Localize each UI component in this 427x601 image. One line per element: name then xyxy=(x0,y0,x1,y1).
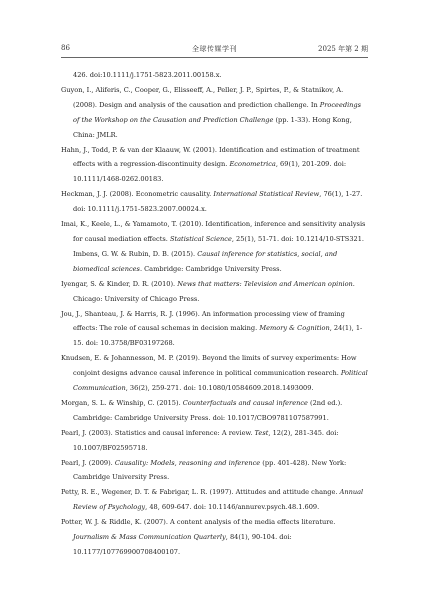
reference-text: , 36(2), 259-271. doi: 10.1080/10584609.2018.1493009. xyxy=(125,384,314,393)
running-header xyxy=(61,44,368,58)
reference-text: , 48, 609-647. doi: 10.1146/annurev.psych.48.1.609. xyxy=(145,503,320,512)
reference-title-italic: Memory & Cognition xyxy=(259,324,330,333)
page-number: 86 xyxy=(61,44,70,52)
reference-text: Potter, W. J. & Riddle, K. (2007). A content analysis of the media effects literature. xyxy=(61,518,336,527)
reference-text: Pearl, J. (2003). Statistics and causal inference: A review. xyxy=(61,428,255,437)
reference-text: , 76(1), 1-27. doi: 10.1111/j.1751-5823.2007.00024.x. xyxy=(73,190,363,214)
reference-entry xyxy=(61,68,368,83)
reference-text: , 12(2), 281-345. doi: 10.1007/BF02595718. xyxy=(73,428,339,452)
header-rule xyxy=(61,57,368,58)
reference-text: (pp. 401-428). New York: Cambridge University Press. xyxy=(73,458,347,482)
reference-entry xyxy=(61,277,368,307)
reference-text: Heckman, J. J. (2008). Econometric causality. xyxy=(61,190,214,199)
reference-entry xyxy=(61,396,368,426)
reference-title-italic: Proceedings of the Workshop on the Causation and Prediction Challenge xyxy=(73,100,362,124)
reference-entry xyxy=(61,515,368,560)
reference-text: , 84(1), 90-104. doi: 10.1177/107769900708400107. xyxy=(73,533,292,556)
reference-text: Guyon, I., Aliferis, C., Cooper, G., Elisseeff, A., Peller, J. P., Spirtes, P., & Statnikov, A. (2008). Design and analysis of the causation and prediction challenge. In xyxy=(61,85,344,109)
reference-text: Petty, R. E., Wegener, D. T. & Fabrigar, L. R. (1997). Attitudes and attitude change. xyxy=(61,488,340,497)
reference-title-italic: Statistical Science xyxy=(169,234,232,243)
reference-title-italic: Journalism & Mass Communication Quarterly xyxy=(73,533,226,542)
reference-title-italic: News that matters: Television and American opinion xyxy=(177,279,353,288)
reference-text: , 24(1), 1-15. doi: 10.3758/BF03197268. xyxy=(73,324,363,348)
reference-text: Iyengar, S. & Kinder, D. R. (2010). xyxy=(61,279,178,288)
reference-list xyxy=(61,68,368,560)
reference-entry xyxy=(61,307,368,352)
reference-entry xyxy=(61,456,368,486)
reference-text: Imai, K., Keele, L., & Yamamoto, T. (2010). Identification, inference and sensitivity analysis for causal mediation effects. xyxy=(61,220,366,243)
reference-title-italic: International Statistical Review xyxy=(213,190,320,199)
reference-title-italic: Annual Review of Psychology xyxy=(73,488,364,512)
reference-text: , 25(1), 51-71. doi: 10.1214/10-STS321. Imbens, G. W. & Rubin, D. B. (2015). xyxy=(73,234,364,258)
reference-text: Hahn, J., Todd, P. & van der Klaauw, W. (2001). Identification and estimation of treatment effects with a regression-discontinuity design. xyxy=(61,145,360,169)
reference-entry xyxy=(61,143,368,188)
reference-text: . Chicago: University of Chicago Press. xyxy=(73,279,355,303)
reference-text: Jou, J., Shanteau, J. & Harris, R. J. (1996). An information processing view of framing effects: The role of causal schemas in decision making. xyxy=(61,309,345,333)
reference-title-italic: Counterfactuals and causal inference xyxy=(182,398,308,407)
reference-title-italic: Causal inference for statistics, social, and biomedical sciences xyxy=(73,249,338,273)
reference-text: , 69(1), 201-209. doi: 10.1111/1468-0262.00183. xyxy=(73,160,347,184)
reference-text: Pearl, J. (2009). xyxy=(61,458,115,467)
reference-entry xyxy=(61,485,368,515)
reference-title-italic: Causality: Models, reasoning and inference xyxy=(114,458,261,467)
reference-text: (2nd ed.). Cambridge: Cambridge University Press. doi: 10.1017/CBO9781107587991. xyxy=(73,398,343,422)
issue-label: 2025 年第 2 期 xyxy=(318,45,368,53)
reference-entry xyxy=(61,187,368,217)
reference-text: Knudsen, E. & Johannesson, M. P. (2019). Beyond the limits of survey experiments: How conjoint designs advance causal inference in political communication research. xyxy=(61,354,357,378)
reference-title-italic: Econometrica xyxy=(229,160,276,169)
reference-entry xyxy=(61,426,368,456)
reference-text: 426. doi:10.1111/j.1751-5823.2011.00158.x. xyxy=(73,71,222,79)
journal-title: 全球传媒学刊 xyxy=(192,45,237,53)
reference-entry xyxy=(61,351,368,396)
reference-entry xyxy=(61,217,368,277)
reference-title-italic: Test xyxy=(254,428,269,437)
reference-text: Morgan, S. L. & Winship, C. (2015). xyxy=(61,398,183,407)
reference-title-italic: Political Communication xyxy=(73,369,368,393)
reference-entry xyxy=(61,83,368,143)
reference-text: . Cambridge: Cambridge University Press. xyxy=(139,264,282,273)
reference-text: (pp. 1-33). Hong Kong, China: JMLR. xyxy=(73,115,352,139)
